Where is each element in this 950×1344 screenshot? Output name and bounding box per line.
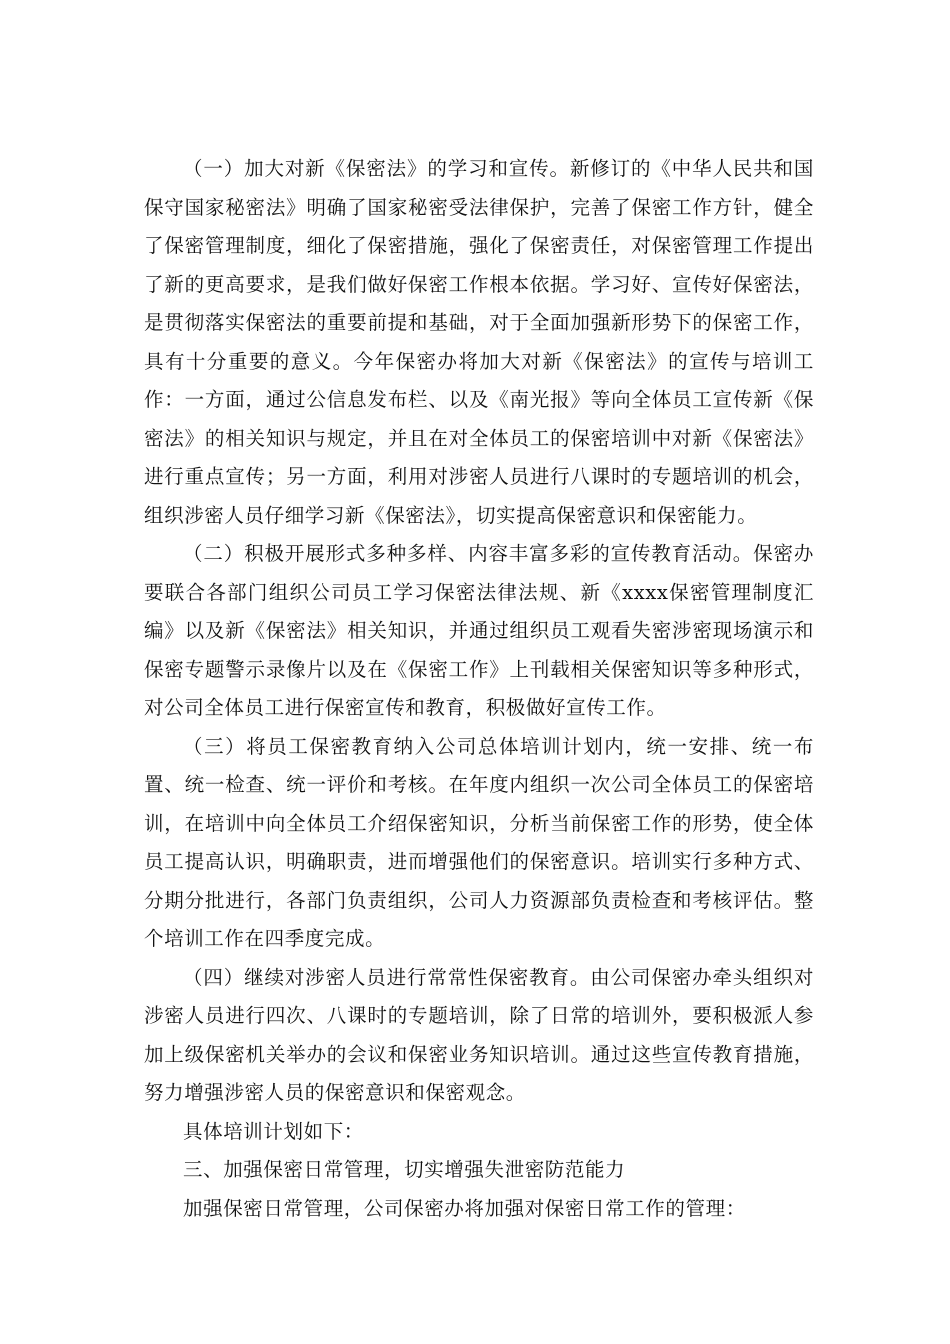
paragraph-section-1: （一）加大对新《保密法》的学习和宣传。新修订的《中华人民共和国保守国家秘密法》明确了国家秘密受法律保护，完善了保密工作方针，健全了保密管理制度，细化了保密措施，强化了保密责任，对保密管理工作提出了新的更高要求，是我们做好保密工作根本依据。学习好、宣传好保密法，是贯彻落实保密法的重要前提和基础，对于全面加强新形势下的保密工作，具有十分重要的意义。今年保密办将加大对新《保密法》的宣传与培训工作：一方面，通过公信息发布栏、以及《南光报》等向全体员工宣传新《保密法》的相关知识与规定，并且在对全体员工的保密培训中对新《保密法》进行重点宣传；另一方面，利用对涉密人员进行八课时的专题培训的机会，组织涉密人员仔细学习新《保密法》，切实提高保密意识和保密能力。 — [144, 157, 814, 527]
paragraph-section-2: （二）积极开展形式多种多样、内容丰富多彩的宣传教育活动。保密办要联合各部门组织公司员工学习保密法律法规、新《xxxx保密管理制度汇编》以及新《保密法》相关知识，并通过组织员工观看失密涉密现场演示和保密专题警示录像片以及在《保密工作》上刊载相关保密知识等多种形式，对公司全体员工进行保密宣传和教育，积极做好宣传工作。 — [144, 542, 814, 719]
paragraph-section-4: （四）继续对涉密人员进行常常性保密教育。由公司保密办牵头组织对涉密人员进行四次、八课时的专题培训，除了日常的培训外，要积极派人参加上级保密机关举办的会议和保密业务知识培训。通过这些宣传教育措施，努力增强涉密人员的保密意识和保密观念。 — [144, 965, 814, 1104]
heading-section-three: 三、加强保密日常管理，切实增强失泄密防范能力 — [183, 1158, 626, 1181]
paragraph-training-plan: 具体培训计划如下： — [183, 1119, 364, 1143]
document-body — [144, 150, 814, 1228]
paragraph-section-3: （三）将员工保密教育纳入公司总体培训计划内，统一安排、统一布置、统一检查、统一评价和考核。在年度内组织一次公司全体员工的保密培训，在培训中向全体员工介绍保密知识，分析当前保密工作的形势，使全体员工提高认识，明确职责，进而增强他们的保密意识。培训实行多种方式、分期分批进行，各部门负责组织，公司人力资源部负责检查和考核评估。整个培训工作在四季度完成。 — [144, 734, 814, 950]
paragraph-daily-management: 加强保密日常管理，公司保密办将加强对保密日常工作的管理： — [183, 1196, 746, 1220]
